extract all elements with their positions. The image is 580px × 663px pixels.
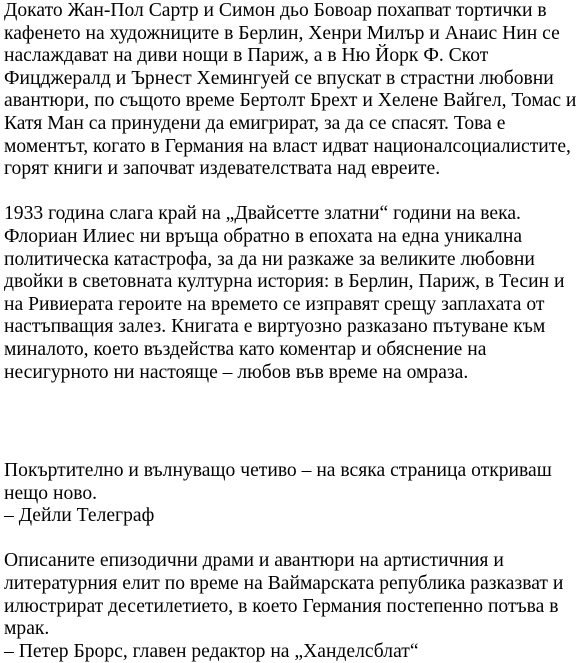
review-quote-2 (4, 550, 578, 663)
text-line: Фицджералд и Ърнест Хемингуей се впускат в страстни любовни (4, 67, 554, 89)
review-quote-1 (4, 460, 578, 528)
text-line: 1933 година слага край на „Двайсетте златни“ години на века. (4, 203, 521, 225)
quote-line: нещо ново. (4, 482, 98, 504)
synopsis-paragraph-2 (4, 203, 578, 384)
paragraph-spacer (4, 528, 578, 551)
text-line: двойки в световната културна история: в Берлин, Париж, в Тесин и (4, 271, 565, 293)
text-line: авантюри, по същото време Бертолт Брехт и Хелене Вайгел, Томас и (4, 90, 577, 112)
quote-line: Покъртително и вълнуващо четиво – на всяка страница откриваш (4, 460, 552, 482)
text-line: Катя Ман са принудени да емигрират, за да се спасят. Това е (4, 112, 506, 134)
section-spacer (4, 384, 578, 460)
text-line: Докато Жан-Пол Сартр и Симон дьо Бовоар похапват тортички в (4, 0, 547, 21)
text-line: политическа катастрофа, за да ни разкаже за великите любовни (4, 248, 535, 270)
text-line: кафенето на художниците в Берлин, Хенри Милър и Анаис Нин се (4, 22, 560, 44)
text-line: горят книги и започват издевателствата над евреите. (4, 158, 441, 180)
text-line: моментът, когато в Германия на власт идват националсоциалистите, (4, 135, 571, 157)
quote-line: Описаните епизодични драми и авантюри на артистичния и (4, 550, 504, 572)
synopsis-paragraph-1 (4, 0, 578, 181)
quote-attribution: – Дейли Телеграф (4, 505, 155, 527)
quote-line: литературния елит по време на Ваймарската република разказват и (4, 573, 564, 595)
text-line: настъпващия залез. Книгата е виртуозно разказано пътуване към (4, 316, 546, 338)
paragraph-spacer (4, 181, 578, 204)
text-line: наслаждават на диви нощи в Париж, а в Ню Йорк Ф. Скот (4, 45, 489, 67)
text-line: на Ривиерата героите на времето се изправят срещу заплахата от (4, 293, 545, 315)
quote-line: мрак. (4, 618, 50, 640)
quote-line: илюстрират десетилетието, в което Германия постепенно потъва в (4, 595, 559, 617)
quote-attribution: – Петер Брорс, главен редактор на „Ханделсблат“ (4, 640, 419, 662)
text-line: Флориан Илиес ни връща обратно в епохата на една уникална (4, 225, 523, 247)
text-line: миналото, което въздейства като коментар и обяснение на (4, 338, 487, 360)
document-body (4, 0, 578, 663)
text-line: несигурното ни настояще – любов във време на омраза. (4, 361, 469, 383)
